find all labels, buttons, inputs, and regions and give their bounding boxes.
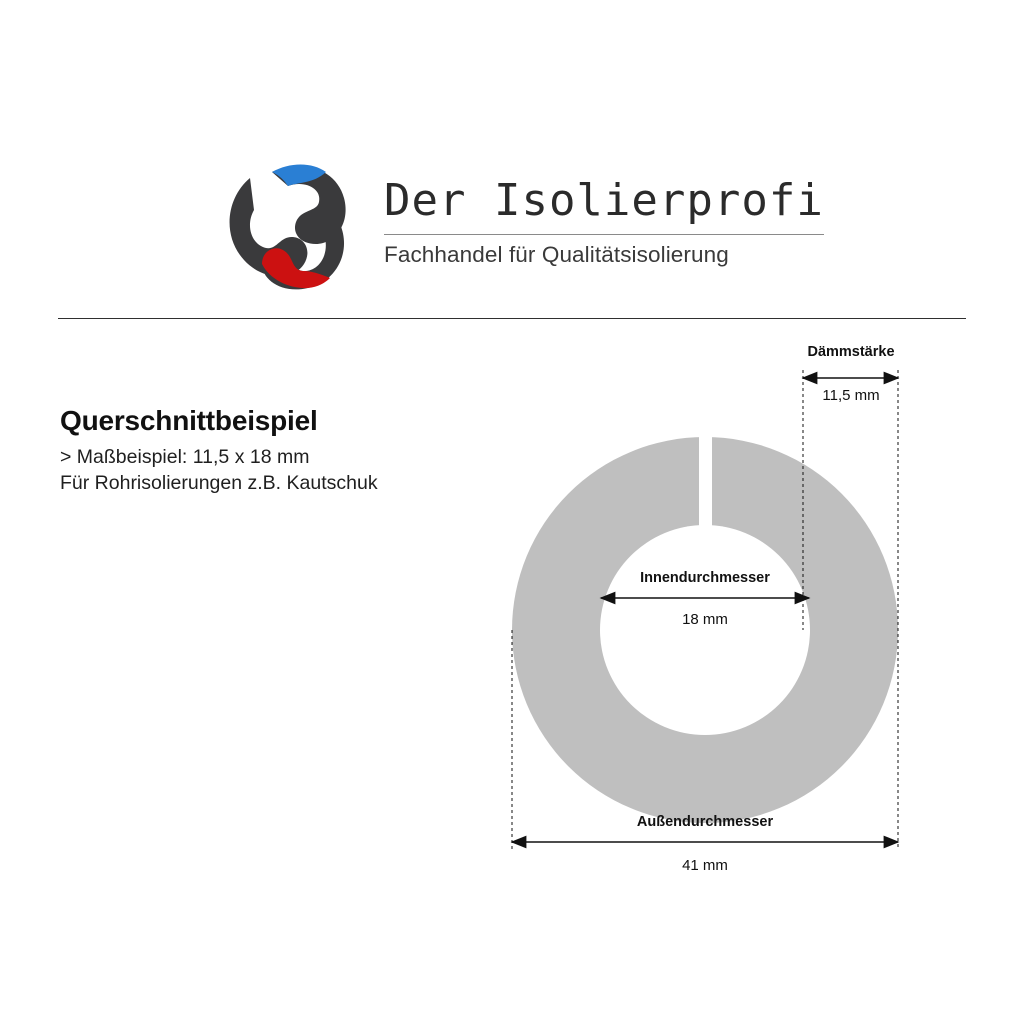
insulation-ring-shape bbox=[512, 437, 898, 823]
cross-section-diagram bbox=[470, 330, 970, 900]
wall-thickness-value: 11,5 mm bbox=[822, 387, 880, 404]
outer-diameter-label: Außendurchmesser bbox=[636, 814, 774, 830]
caption-block bbox=[60, 405, 480, 497]
caption-line-2: Für Rohrisolierungen z.B. Kautschuk bbox=[60, 471, 378, 494]
inner-diameter-value: 18 mm bbox=[682, 611, 728, 628]
brand-title: Der Isolierprofi bbox=[384, 175, 824, 227]
wall-thickness-label: Dämmstärke bbox=[807, 344, 895, 360]
circular-swirl-logo-icon bbox=[212, 140, 362, 300]
outer-diameter-value: 41 mm bbox=[682, 857, 728, 874]
header-divider bbox=[58, 318, 966, 319]
brand-subtitle: Fachhandel für Qualitätsisolierung bbox=[384, 241, 729, 267]
brand-text-block bbox=[384, 172, 824, 267]
brand-divider bbox=[384, 234, 824, 235]
brand-lockup bbox=[212, 140, 824, 300]
inner-diameter-label: Innendurchmesser bbox=[640, 570, 770, 586]
page-title: Querschnittbeispiel bbox=[60, 405, 318, 436]
caption-line-1: > Maßbeispiel: 11,5 x 18 mm bbox=[60, 446, 310, 468]
page-header bbox=[0, 0, 1024, 318]
